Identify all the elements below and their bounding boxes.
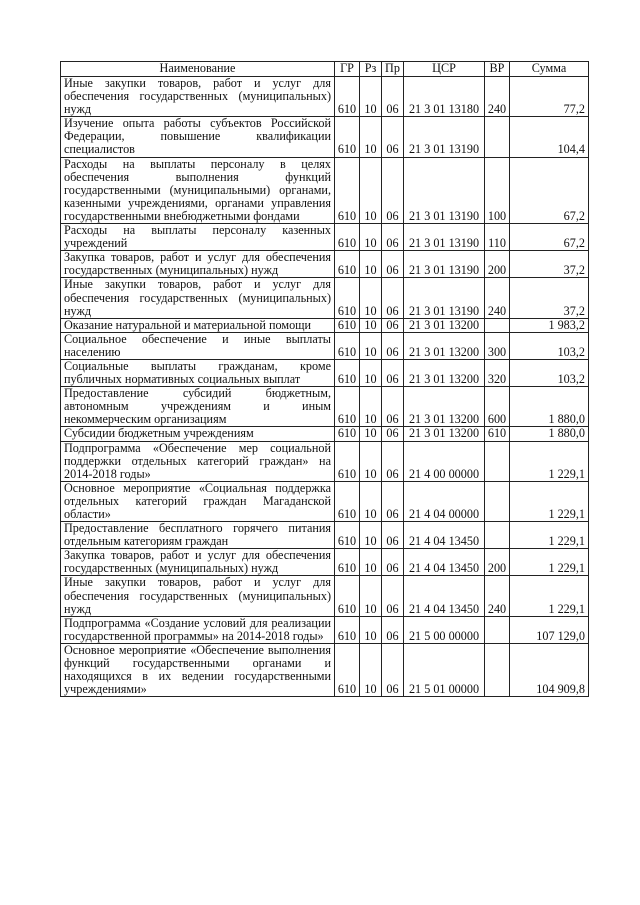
table-row xyxy=(61,643,589,696)
cell-pr: 06 xyxy=(382,278,404,318)
cell-csr: 21 3 01 13180 xyxy=(404,77,485,117)
cell-rz: 10 xyxy=(360,359,382,386)
cell-name: Подпрограмма «Обеспечение мер социальной поддержки отдельных категорий граждан» на 2014-2018 годы» xyxy=(61,441,335,481)
cell-gr: 610 xyxy=(335,481,360,521)
cell-sum: 1 229,1 xyxy=(510,549,589,576)
cell-name: Социальные выплаты гражданам, кроме публичных нормативных социальных выплат xyxy=(61,359,335,386)
cell-rz: 10 xyxy=(360,441,382,481)
cell-name: Подпрограмма «Создание условий для реализации государственной программы» на 2014-2018 годы» xyxy=(61,616,335,643)
cell-vr xyxy=(485,318,510,332)
header-vr: ВР xyxy=(485,62,510,77)
budget-table xyxy=(60,61,589,697)
header-csr: ЦСР xyxy=(404,62,485,77)
cell-gr: 610 xyxy=(335,318,360,332)
cell-rz: 10 xyxy=(360,332,382,359)
cell-rz: 10 xyxy=(360,77,382,117)
cell-name: Предоставление субсидий бюджетным, автономным учреждениям и иным некоммерческим организациям xyxy=(61,387,335,427)
cell-pr: 06 xyxy=(382,117,404,157)
cell-csr: 21 4 04 13450 xyxy=(404,576,485,616)
cell-csr: 21 3 01 13200 xyxy=(404,332,485,359)
cell-vr xyxy=(485,481,510,521)
cell-csr: 21 4 00 00000 xyxy=(404,441,485,481)
cell-rz: 10 xyxy=(360,117,382,157)
cell-sum: 104 909,8 xyxy=(510,643,589,696)
cell-name: Оказание натуральной и материальной помощи xyxy=(61,318,335,332)
cell-sum: 67,2 xyxy=(510,224,589,251)
cell-sum: 103,2 xyxy=(510,359,589,386)
cell-pr: 06 xyxy=(382,157,404,223)
table-row xyxy=(61,616,589,643)
table-row xyxy=(61,549,589,576)
cell-pr: 06 xyxy=(382,332,404,359)
cell-sum: 103,2 xyxy=(510,332,589,359)
cell-gr: 610 xyxy=(335,157,360,223)
cell-csr: 21 5 01 00000 xyxy=(404,643,485,696)
table-body xyxy=(61,77,589,697)
header-gr: ГР xyxy=(335,62,360,77)
cell-sum: 107 129,0 xyxy=(510,616,589,643)
cell-name: Субсидии бюджетным учреждениям xyxy=(61,427,335,441)
header-pr: Пр xyxy=(382,62,404,77)
table-row xyxy=(61,332,589,359)
cell-csr: 21 4 04 00000 xyxy=(404,481,485,521)
table-row xyxy=(61,318,589,332)
cell-csr: 21 3 01 13190 xyxy=(404,224,485,251)
cell-csr: 21 4 04 13450 xyxy=(404,549,485,576)
cell-csr: 21 3 01 13200 xyxy=(404,318,485,332)
table-row xyxy=(61,387,589,427)
cell-csr: 21 3 01 13200 xyxy=(404,359,485,386)
cell-vr: 200 xyxy=(485,251,510,278)
header-sum: Сумма xyxy=(510,62,589,77)
cell-gr: 610 xyxy=(335,427,360,441)
cell-rz: 10 xyxy=(360,549,382,576)
cell-rz: 10 xyxy=(360,616,382,643)
cell-sum: 1 229,1 xyxy=(510,576,589,616)
cell-sum: 1 880,0 xyxy=(510,387,589,427)
cell-gr: 610 xyxy=(335,387,360,427)
table-row xyxy=(61,77,589,117)
table-row xyxy=(61,251,589,278)
cell-gr: 610 xyxy=(335,441,360,481)
cell-sum: 67,2 xyxy=(510,157,589,223)
cell-pr: 06 xyxy=(382,427,404,441)
cell-pr: 06 xyxy=(382,224,404,251)
cell-pr: 06 xyxy=(382,643,404,696)
table-row xyxy=(61,522,589,549)
cell-gr: 610 xyxy=(335,117,360,157)
cell-sum: 1 229,1 xyxy=(510,522,589,549)
cell-name: Изучение опыта работы субъектов Российской Федерации, повышение квалификации специалистов xyxy=(61,117,335,157)
cell-vr: 110 xyxy=(485,224,510,251)
cell-rz: 10 xyxy=(360,251,382,278)
cell-sum: 1 983,2 xyxy=(510,318,589,332)
cell-pr: 06 xyxy=(382,616,404,643)
cell-csr: 21 5 00 00000 xyxy=(404,616,485,643)
cell-pr: 06 xyxy=(382,359,404,386)
cell-gr: 610 xyxy=(335,251,360,278)
cell-sum: 1 229,1 xyxy=(510,441,589,481)
cell-rz: 10 xyxy=(360,576,382,616)
cell-pr: 06 xyxy=(382,251,404,278)
cell-sum: 37,2 xyxy=(510,278,589,318)
cell-vr: 100 xyxy=(485,157,510,223)
cell-pr: 06 xyxy=(382,387,404,427)
cell-csr: 21 3 01 13190 xyxy=(404,251,485,278)
cell-vr: 240 xyxy=(485,278,510,318)
cell-vr xyxy=(485,643,510,696)
cell-gr: 610 xyxy=(335,224,360,251)
cell-name: Иные закупки товаров, работ и услуг для обеспечения государственных (муниципальных) нужд xyxy=(61,576,335,616)
cell-gr: 610 xyxy=(335,616,360,643)
table-row xyxy=(61,481,589,521)
table-header-row xyxy=(61,62,589,77)
cell-name: Иные закупки товаров, работ и услуг для обеспечения государственных (муниципальных) нужд xyxy=(61,278,335,318)
table-row xyxy=(61,427,589,441)
cell-gr: 610 xyxy=(335,643,360,696)
cell-vr xyxy=(485,441,510,481)
cell-vr: 200 xyxy=(485,549,510,576)
cell-rz: 10 xyxy=(360,643,382,696)
cell-name: Основное мероприятие «Социальная поддержка отдельных категорий граждан Магаданской области» xyxy=(61,481,335,521)
cell-rz: 10 xyxy=(360,387,382,427)
cell-vr xyxy=(485,616,510,643)
cell-sum: 104,4 xyxy=(510,117,589,157)
cell-pr: 06 xyxy=(382,481,404,521)
cell-sum: 1 880,0 xyxy=(510,427,589,441)
cell-vr: 600 xyxy=(485,387,510,427)
header-rz: Рз xyxy=(360,62,382,77)
cell-pr: 06 xyxy=(382,576,404,616)
table-row xyxy=(61,576,589,616)
cell-pr: 06 xyxy=(382,549,404,576)
cell-name: Закупка товаров, работ и услуг для обеспечения государственных (муниципальных) нужд xyxy=(61,549,335,576)
cell-csr: 21 4 04 13450 xyxy=(404,522,485,549)
cell-csr: 21 3 01 13200 xyxy=(404,387,485,427)
cell-gr: 610 xyxy=(335,359,360,386)
cell-vr xyxy=(485,522,510,549)
cell-rz: 10 xyxy=(360,278,382,318)
table-row xyxy=(61,224,589,251)
cell-vr: 610 xyxy=(485,427,510,441)
cell-pr: 06 xyxy=(382,522,404,549)
table-row xyxy=(61,117,589,157)
table-row xyxy=(61,278,589,318)
cell-gr: 610 xyxy=(335,549,360,576)
cell-rz: 10 xyxy=(360,481,382,521)
cell-rz: 10 xyxy=(360,522,382,549)
cell-csr: 21 3 01 13190 xyxy=(404,157,485,223)
cell-rz: 10 xyxy=(360,157,382,223)
cell-name: Иные закупки товаров, работ и услуг для обеспечения государственных (муниципальных) нужд xyxy=(61,77,335,117)
table-row xyxy=(61,359,589,386)
cell-csr: 21 3 01 13190 xyxy=(404,278,485,318)
cell-gr: 610 xyxy=(335,576,360,616)
table-row xyxy=(61,157,589,223)
cell-pr: 06 xyxy=(382,441,404,481)
table-row xyxy=(61,441,589,481)
cell-gr: 610 xyxy=(335,522,360,549)
document-page xyxy=(60,61,588,697)
cell-vr: 240 xyxy=(485,576,510,616)
cell-name: Закупка товаров, работ и услуг для обеспечения государственных (муниципальных) нужд xyxy=(61,251,335,278)
cell-rz: 10 xyxy=(360,318,382,332)
cell-pr: 06 xyxy=(382,77,404,117)
cell-gr: 610 xyxy=(335,77,360,117)
cell-gr: 610 xyxy=(335,332,360,359)
cell-name: Расходы на выплаты персоналу казенных учреждений xyxy=(61,224,335,251)
cell-rz: 10 xyxy=(360,427,382,441)
cell-gr: 610 xyxy=(335,278,360,318)
cell-csr: 21 3 01 13200 xyxy=(404,427,485,441)
cell-pr: 06 xyxy=(382,318,404,332)
cell-name: Предоставление бесплатного горячего питания отдельным категориям граждан xyxy=(61,522,335,549)
cell-vr: 300 xyxy=(485,332,510,359)
cell-name: Основное мероприятие «Обеспечение выполнения функций государственными органами и находящихся в их ведении государственными учреждениями» xyxy=(61,643,335,696)
cell-vr: 240 xyxy=(485,77,510,117)
cell-csr: 21 3 01 13190 xyxy=(404,117,485,157)
cell-name: Социальное обеспечение и иные выплаты населению xyxy=(61,332,335,359)
cell-sum: 77,2 xyxy=(510,77,589,117)
cell-vr: 320 xyxy=(485,359,510,386)
cell-name: Расходы на выплаты персоналу в целях обеспечения выполнения функций государственными (муниципальными) органами, казенными учреждениями, органами управления государственными внебюджетными фондами xyxy=(61,157,335,223)
cell-rz: 10 xyxy=(360,224,382,251)
cell-vr xyxy=(485,117,510,157)
header-name: Наименование xyxy=(61,62,335,77)
cell-sum: 37,2 xyxy=(510,251,589,278)
cell-sum: 1 229,1 xyxy=(510,481,589,521)
